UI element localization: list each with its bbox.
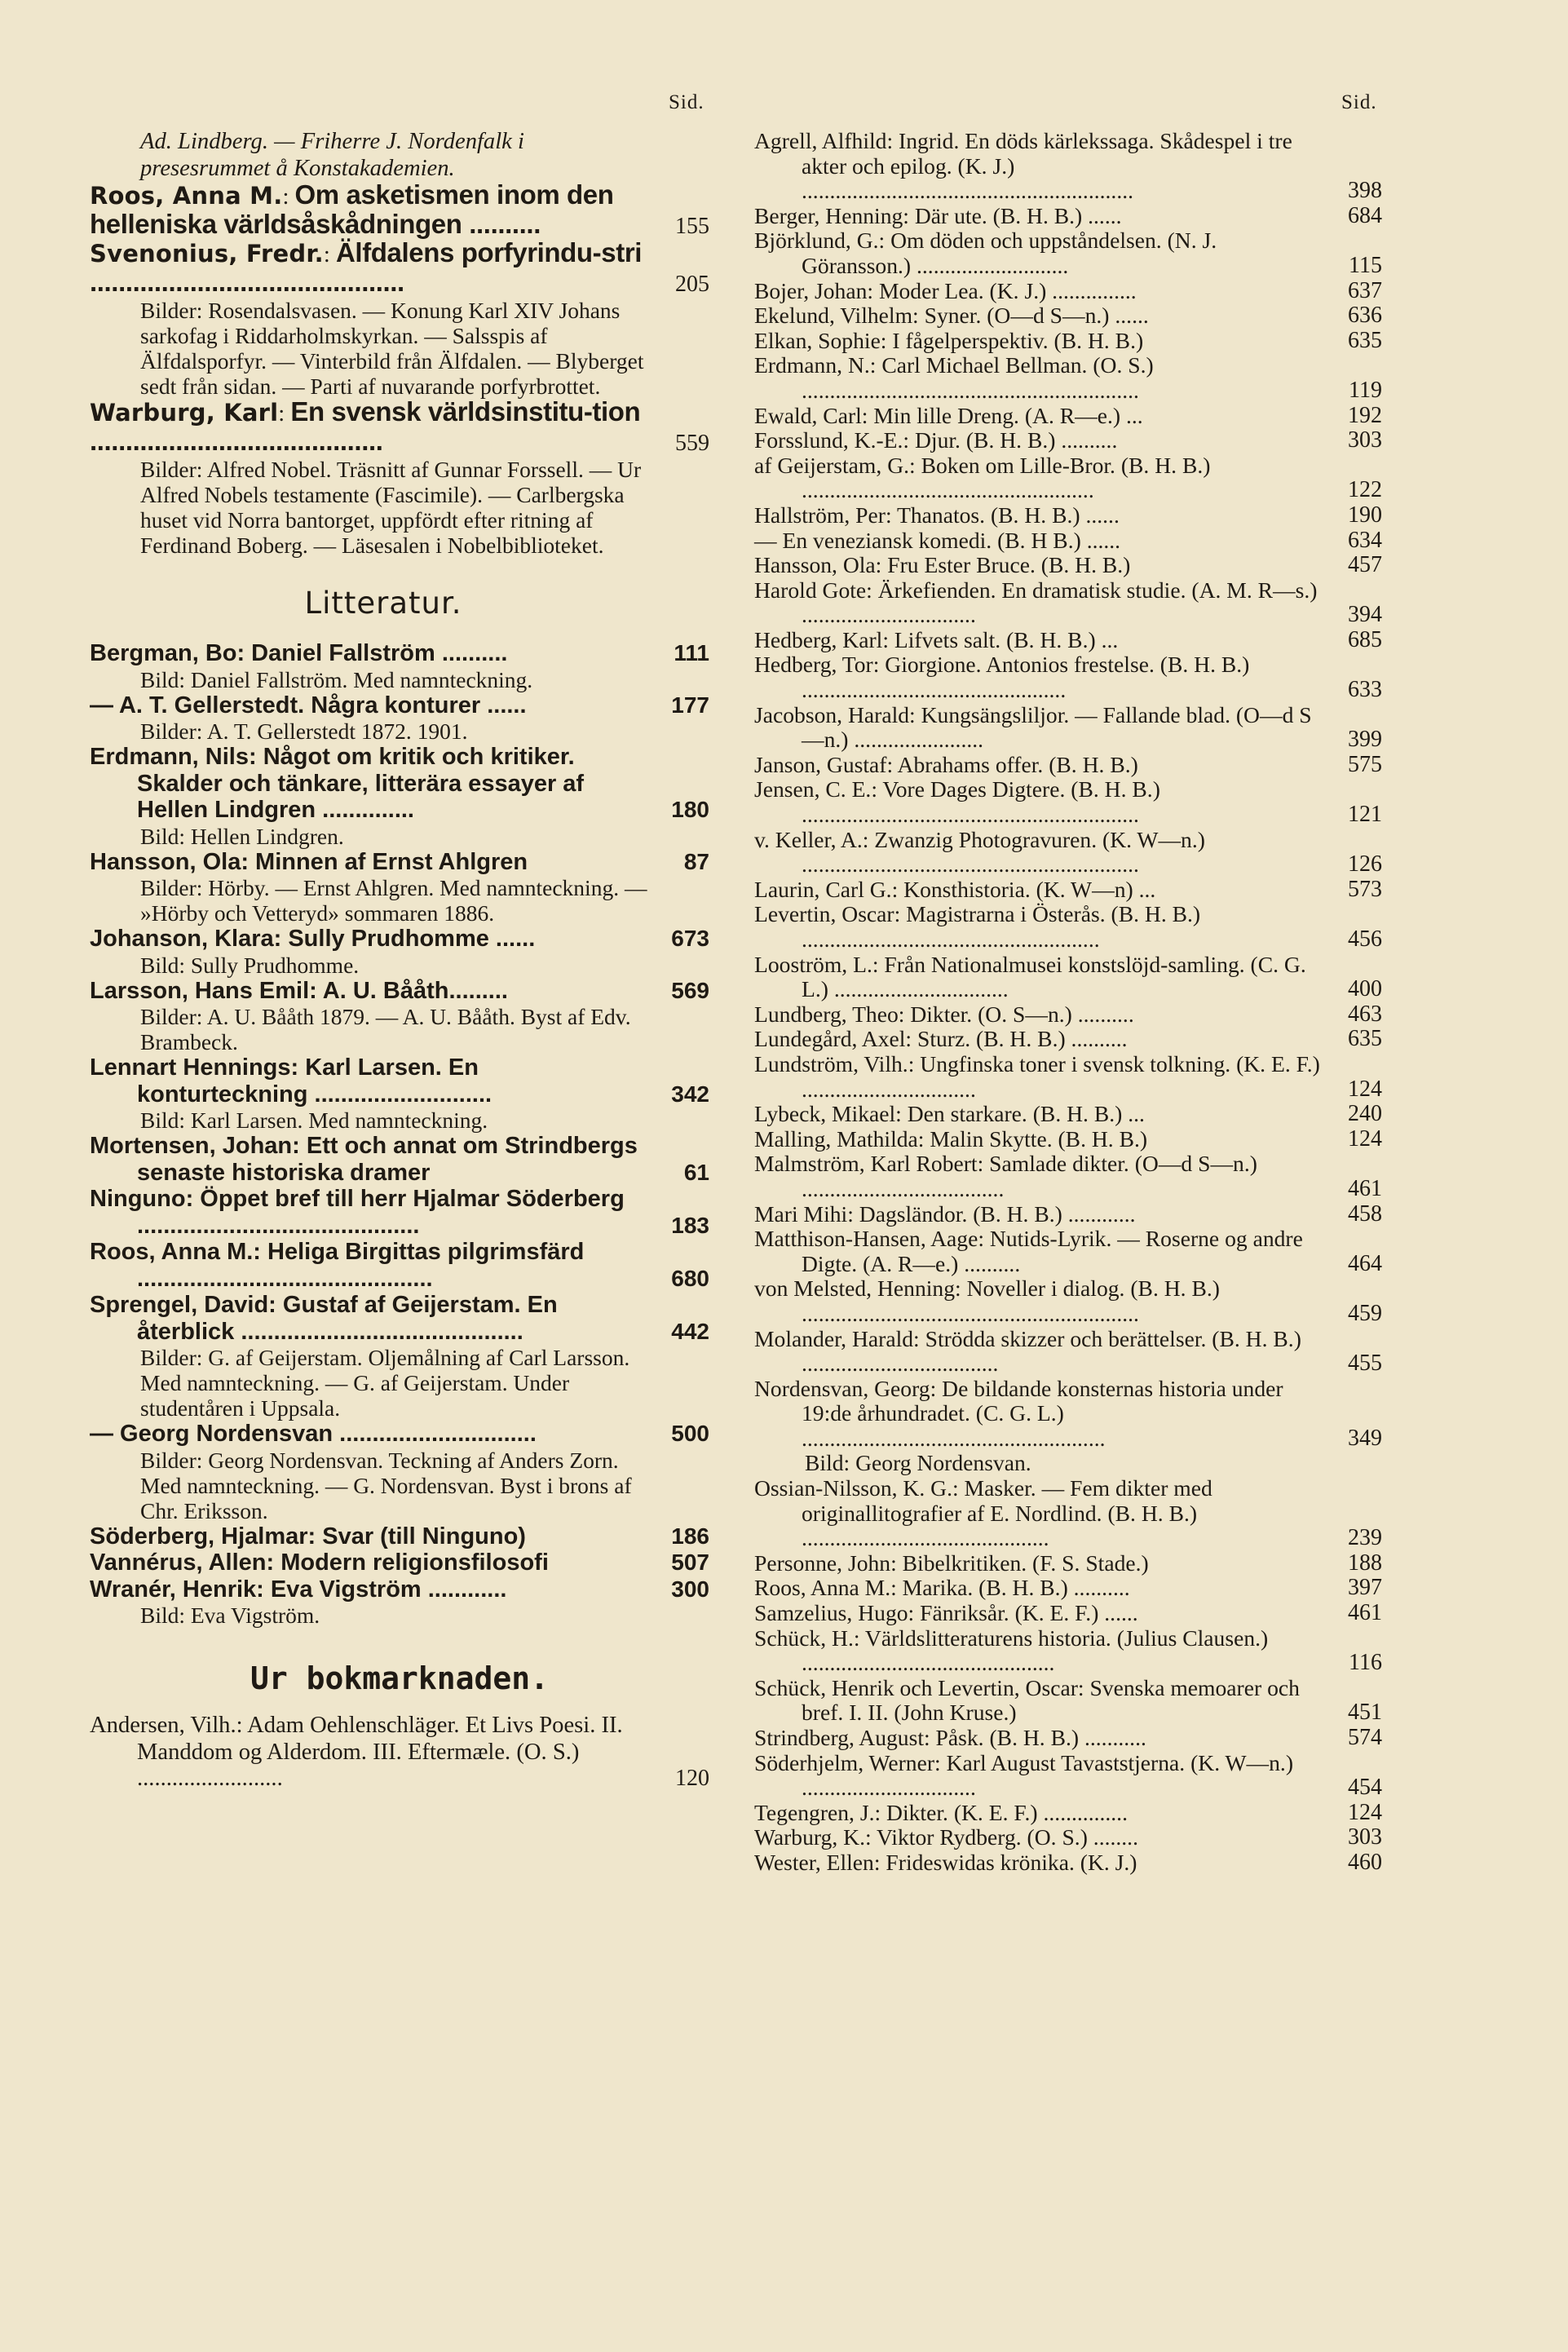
bok-entry [754,1027,1382,1052]
entry-text: Harold Gote: Ärkefienden. En dramatisk studie. (A. M. R—s.) ............................... [754,577,1318,628]
entry-text: Berger, Henning: Där ute. (B. H. B.) ...... [754,202,1122,228]
entry-author: Roos, Anna M. [90,182,283,210]
litteratur-entry [90,744,709,824]
page-number: 121 [1348,802,1382,828]
bok-entry [754,1127,1382,1152]
bok-entry [754,1551,1382,1576]
entry-text: Erdmann, N.: Carl Michael Bellman. (O. S.) ............................................................ [754,352,1154,403]
bok-entry [754,828,1382,878]
page-number: 459 [1348,1300,1382,1326]
bok-entry [754,1850,1382,1876]
entry-notes: Bilder: Hörby. — Ernst Ahlgren. Med namnteckning. — »Hörby och Vetteryd» sommaren 1886. [140,875,647,926]
page-number: 636 [1348,303,1382,329]
page-number: 680 [671,1265,709,1291]
bok-entry [754,528,1382,554]
bok-entry [754,1102,1382,1127]
entry-text: Roos, Anna M.: Heliga Birgittas pilgrimsfärd ............................................. [90,1239,585,1292]
litteratur-entry [90,1576,709,1603]
page-number: 637 [1348,277,1382,303]
entry-text: Björklund, G.: Om döden och uppståndelsen. (N. J. Göransson.) ........................... [754,228,1217,278]
art-entry [90,179,709,240]
page-number: 126 [1348,851,1382,878]
page-number: 120 [675,1766,709,1791]
entry-text: af Geijerstam, G.: Boken om Lille-Bror. (B. H. B.) .................................................... [754,452,1211,503]
entry-text: Lybeck, Mikael: Den starkare. (B. H. B.) ... [754,1101,1145,1127]
litteratur-entries-list [90,640,709,1628]
entry-notes: Bilder: G. af Geijerstam. Oljemålning af Carl Larsson. Med namnteckning. — G. af Geijerstam. Under studentåren i Uppsala. [140,1345,630,1421]
page-number: 180 [671,797,709,822]
bok-entry [754,703,1382,753]
page-number: 507 [671,1550,709,1575]
art-entry-heading: Svenonius, Fredr.: Älfdalens porfyrindu-stri ............................................ [90,237,643,297]
entry-text: Johanson, Klara: Sully Prudhomme ...... [90,926,536,952]
entry-text: Lundegård, Axel: Sturz. (B. H. B.) .......... [754,1026,1128,1052]
page-number: 303 [1348,427,1382,453]
left-bokmarknad-list [90,1713,709,1793]
entry-text: Matthison-Hansen, Aage: Nutids-Lyrik. — Roserne og andre Digte. (A. R—e.) .......... [754,1226,1303,1276]
page-number: 399 [1348,727,1382,753]
page-number: 461 [1348,1175,1382,1201]
page-number: 633 [1348,677,1382,703]
page-number: 124 [1348,1076,1382,1102]
entry-notes: Bild: Sully Prudhomme. [140,952,360,978]
page-number: 116 [1349,1650,1382,1676]
entry-text: Schück, H.: Världslitteraturens historia. (Julius Clausen.) ............................................. [754,1625,1269,1676]
bok-entry [754,902,1382,952]
bok-entry [754,129,1382,204]
art-entries-list [90,179,709,558]
litteratur-entry [90,978,709,1005]
page-number: 61 [683,1159,709,1185]
page-number: 394 [1348,602,1382,628]
litteratur-entry [90,1421,709,1448]
bok-entry [754,204,1382,229]
page-number: 303 [1348,1824,1382,1850]
right-column-page-label: Sid. [1341,91,1377,113]
bok-entry [754,578,1382,628]
entry-text: Hansson, Ola: Fru Ester Bruce. (B. H. B.) [754,552,1131,578]
entry-text: Molander, Harald: Strödda skizzer och berättelser. (B. H. B.) ................................... [754,1325,1301,1377]
entry-text: Mari Mihi: Dagsländor. (B. H. B.) ............ [754,1200,1136,1227]
entry-title: En svensk världsinstitu-tion ......................................... [90,396,641,456]
page-number: 454 [1348,1775,1382,1801]
entry-text: Elkan, Sophie: I fågelperspektiv. (B. H. B.) [754,327,1144,353]
entry-text: Malmström, Karl Robert: Samlade dikter. (O—d S—n.) .................................... [754,1151,1257,1201]
entry-text: — A. T. Gellerstedt. Några konturer ...... [90,692,527,718]
bok-entry [754,753,1382,778]
entry-text: Lundström, Vilh.: Ungfinska toner i svensk tolkning. (K. E. F.) ............................... [754,1050,1320,1102]
entry-text: Levertin, Oscar: Magistrarna i Österås. (B. H. B.) ..................................................... [754,901,1201,952]
page-number: 177 [671,692,709,718]
page-number: 240 [1348,1101,1382,1127]
entry-text: Ninguno: Öppet bref till herr Hjalmar Söderberg ........................................... [90,1186,625,1239]
page-number: 400 [1348,976,1382,1002]
page-number: 239 [1348,1525,1382,1551]
page-number: 569 [671,977,709,1003]
bok-entry [90,1713,709,1793]
page-number: 155 [675,213,709,239]
page-number: 342 [671,1081,709,1107]
entry-text: Söderhjelm, Werner: Karl August Tavaststjerna. (K. W—n.) ............................... [754,1749,1294,1801]
entry-text: Ossian-Nilsson, K. G.: Masker. — Fem dikter med originallitografier af E. Nordlind. (B. H. B.) ............................................ [754,1475,1212,1551]
entry-text: Lundberg, Theo: Dikter. (O. S—n.) .......... [754,1001,1134,1027]
entry-notes: Bild: Georg Nordensvan. [805,1450,1031,1476]
entry-text: Bergman, Bo: Daniel Fallström .......... [90,640,508,666]
entry-notes: Bilder: A. T. Gellerstedt 1872. 1901. [140,718,468,744]
entry-text: Schück, Henrik och Levertin, Oscar: Svenska memoarer och bref. I. II. (John Kruse.) [754,1674,1300,1726]
entry-notes: Bild: Hellen Lindgren. [140,823,344,849]
art-entry-heading: Warburg, Karl: En svensk världsinstitu-tion ......................................... [90,396,641,456]
entry-text: Hallström, Per: Thanatos. (B. H. B.) ...... [754,502,1120,528]
entry-text: Larsson, Hans Emil: A. U. Bååth......... [90,977,508,1004]
entry-text: Hansson, Ola: Minnen af Ernst Ahlgren [90,848,528,875]
entry-text: Agrell, Alfhild: Ingrid. En döds kärlekssaga. Skådespel i tre akter och epilog. (K. J.) ........................................................... [754,128,1292,204]
page-number: 460 [1348,1849,1382,1875]
bok-entry [754,1576,1382,1601]
page-number: 457 [1348,552,1382,578]
section-heading-litteratur: Litteratur. [304,586,462,621]
intro-note: Ad. Lindberg. — Friherre J. Nordenfalk i presesrummet å Konstakademien. [140,129,524,181]
entry-text: Ekelund, Vilhelm: Syner. (O—d S—n.) ...... [754,303,1149,329]
entry-text: Laurin, Carl G.: Konsthistoria. (K. W—n) ... [754,876,1156,902]
entry-text: Looström, L.: Från Nationalmusei konstslöjd-samling. (C. G. L.) ............................... [754,951,1306,1002]
litteratur-entry [90,1292,709,1345]
bok-entry [754,1202,1382,1227]
entry-text: von Melsted, Henning: Noveller i dialog. (B. H. B.) ............................................................ [754,1275,1220,1326]
page-number: 124 [1348,1799,1382,1825]
bok-entry [754,228,1382,278]
bok-entry [754,404,1382,429]
bok-entry [754,1002,1382,1028]
page-number: 188 [1348,1550,1382,1576]
page-number: 397 [1348,1575,1382,1601]
page-number: 183 [671,1212,709,1238]
bok-entry [754,1377,1382,1452]
page-number: 673 [671,926,709,951]
entry-text: Hedberg, Karl: Lifvets salt. (B. H. B.) ... [754,626,1119,652]
bok-entry [754,1751,1382,1801]
entry-text: Bojer, Johan: Moder Lea. (K. J.) ............... [754,277,1137,303]
entry-text: Warburg, K.: Viktor Rydberg. (O. S.) ........ [754,1824,1138,1850]
page-number: 300 [671,1576,709,1602]
entry-title: Älfdalens porfyrindu-stri ............................................ [90,237,643,297]
page-number: 205 [675,271,709,297]
bok-entry [754,1327,1382,1377]
page-number: 124 [1348,1125,1382,1152]
entry-text: Samzelius, Hugo: Fänriksår. (K. E. F.) ...... [754,1600,1138,1626]
page-number: 455 [1348,1351,1382,1377]
entry-text: Wester, Ellen: Frideswidas krönika. (K. J.) [754,1849,1137,1875]
bok-entry [754,953,1382,1002]
bok-entry [754,1626,1382,1676]
entry-text: Jacobson, Harald: Kungsängsliljor. — Fallande blad. (O—d S—n.) ....................... [754,701,1312,753]
page-number: 574 [1348,1725,1382,1750]
art-entry [90,396,709,457]
bok-entry [754,1601,1382,1626]
litteratur-entry [90,692,709,719]
bok-entry [754,279,1382,304]
entry-text: Mortensen, Johan: Ett och annat om Strindbergs senaste historiska dramer [90,1133,638,1186]
bok-entry [754,878,1382,903]
entry-text: Nordensvan, Georg: De bildande konsternas historia under 19:de århundradet. (C. G. L.) ...................................................... [754,1375,1283,1451]
bok-entry [754,1052,1382,1102]
entry-text: Lennart Hennings: Karl Larsen. En konturteckning ........................... [90,1054,492,1107]
litteratur-entry [90,640,709,667]
bok-entry [754,1227,1382,1276]
entry-notes: Bilder: Alfred Nobel. Träsnitt af Gunnar Forssell. — Ur Alfred Nobels testamente (Fascimile). — Carlbergska huset vid Norra bantorget, uppfördt efter ritning af Ferdinand Boberg. — Läsesalen i Nobelbiblioteket. [140,457,642,558]
page-number: 192 [1348,402,1382,428]
litteratur-entry [90,1186,709,1239]
page-number: 122 [1348,477,1382,503]
bok-entry [754,628,1382,653]
art-entry [90,237,709,298]
page-number: 463 [1348,1001,1382,1027]
page-number: 456 [1348,926,1382,952]
entry-author: Warburg, Karl [90,399,279,427]
entry-text: Strindberg, August: Påsk. (B. H. B.) ........... [754,1725,1146,1750]
bok-entry [754,1676,1382,1726]
bok-entry [754,1801,1382,1826]
bok-entry [754,329,1382,354]
entry-text: — En veneziansk komedi. (B. H B.) ...... [754,527,1121,553]
entry-text: Andersen, Vilh.: Adam Oehlenschläger. Et Livs Poesi. II. Manddom og Alderdom. III. Eftermæle. (O. S.) ......................... [90,1713,623,1791]
right-column [754,129,1382,1876]
litteratur-entry [90,1133,709,1186]
entry-author: Svenonius, Fredr. [90,240,324,267]
art-entry-heading: Roos, Anna M.: Om asketismen inom den helleniska världsåskådningen .......... [90,179,614,239]
litteratur-entry [90,1550,709,1576]
entry-notes: Bilder: A. U. Bååth 1879. — A. U. Bååth. Byst af Edv. Brambeck. [140,1004,631,1054]
bok-entry [754,553,1382,578]
entry-text: Personne, John: Bibelkritiken. (F. S. Stade.) [754,1550,1149,1576]
page-number: 635 [1348,327,1382,353]
entry-text: Malling, Mathilda: Malin Skytte. (B. H. B.) [754,1125,1148,1152]
page-number: 575 [1348,751,1382,777]
litteratur-entry [90,1239,709,1292]
bok-entry [754,652,1382,702]
entry-text: Wranér, Henrik: Eva Vigström ............ [90,1576,507,1603]
page-number: 87 [683,848,709,874]
page-number: 115 [1349,252,1382,278]
entry-text: Erdmann, Nils: Något om kritik och kritiker. Skalder och tänkare, litterära essayer af Hellen Lindgren .............. [90,744,585,823]
page-number: 458 [1348,1200,1382,1227]
entry-notes: Bilder: Rosendalsvasen. — Konung Karl XIV Johans sarkofag i Riddarholmskyrkan. — Salsspis af Älfdalsporfyr. — Vinterbild från Älfdalen. — Blyberget sedt från sidan. — Parti af nuvarande porfyrbrottet. [140,298,644,399]
page-number: 442 [671,1318,709,1344]
entry-text: v. Keller, A.: Zwanzig Photogravuren. (K. W—n.) ............................................................ [754,826,1205,878]
entry-text: Ewald, Carl: Min lille Dreng. (A. R—e.) ... [754,402,1143,428]
page-number: 398 [1348,178,1382,204]
left-column-page-label: Sid. [669,91,704,113]
entry-text: Hedberg, Tor: Giorgione. Antonios frestelse. (B. H. B.) ............................................... [754,652,1250,703]
entry-text: Roos, Anna M.: Marika. (B. H. B.) .......... [754,1575,1130,1601]
section-heading-bokmarknaden: Ur bokmarknaden. [250,1660,550,1696]
bok-entry [754,1276,1382,1326]
entry-text: Tegengren, J.: Dikter. (K. E. F.) ............... [754,1799,1128,1825]
right-bokmarknad-list [754,129,1382,1876]
page-number: 464 [1348,1250,1382,1276]
bok-entry [754,428,1382,453]
page-number: 186 [671,1523,709,1549]
bok-entry [754,1476,1382,1551]
page-number: 119 [1349,377,1382,403]
page-number: 634 [1348,527,1382,553]
page-number: 559 [675,430,709,456]
entry-text: Janson, Gustaf: Abrahams offer. (B. H. B.) [754,751,1138,777]
entry-text: Jensen, C. E.: Vore Dages Digtere. (B. H. B.) ............................................................ [754,776,1160,828]
entry-text: — Georg Nordensvan .............................. [90,1421,537,1447]
bok-entry [754,453,1382,503]
litteratur-entry [90,849,709,876]
litteratur-entry [90,1054,709,1107]
bok-entry [754,1152,1382,1201]
page-number: 635 [1348,1026,1382,1052]
page-number: 573 [1348,876,1382,902]
page-number: 684 [1348,202,1382,228]
litteratur-entry [90,926,709,953]
left-column [90,129,709,1793]
bok-entry [754,503,1382,528]
entry-text: Vannérus, Allen: Modern religionsfilosofi [90,1550,549,1576]
bok-entry [754,353,1382,403]
entry-text: Söderberg, Hjalmar: Svar (till Ninguno) [90,1523,526,1550]
entry-notes: Bild: Eva Vigström. [140,1603,320,1628]
bok-entry [754,1726,1382,1751]
entry-notes: Bild: Karl Larsen. Med namnteckning. [140,1107,488,1133]
page-number: 349 [1348,1425,1382,1451]
page-number: 685 [1348,626,1382,652]
bok-entry [754,303,1382,329]
litteratur-entry [90,1523,709,1550]
entry-notes: Bilder: Georg Nordensvan. Teckning af Anders Zorn. Med namnteckning. — G. Nordensvan. Byst i brons af Chr. Eriksson. [140,1447,632,1523]
page-number: 500 [671,1421,709,1446]
entry-notes: Bild: Daniel Fallström. Med namnteckning. [140,666,533,692]
page-number: 190 [1348,502,1382,528]
page-number: 111 [674,640,709,665]
page-number: 451 [1348,1700,1382,1726]
bok-entry [754,777,1382,827]
page-number: 461 [1348,1600,1382,1626]
bok-entry [754,1825,1382,1850]
entry-title: Om asketismen inom den helleniska världsåskådningen .......... [90,179,614,239]
entry-text: Sprengel, David: Gustaf af Geijerstam. En återblick ........................................... [90,1292,558,1345]
entry-text: Forsslund, K.-E.: Djur. (B. H. B.) .......... [754,427,1118,453]
